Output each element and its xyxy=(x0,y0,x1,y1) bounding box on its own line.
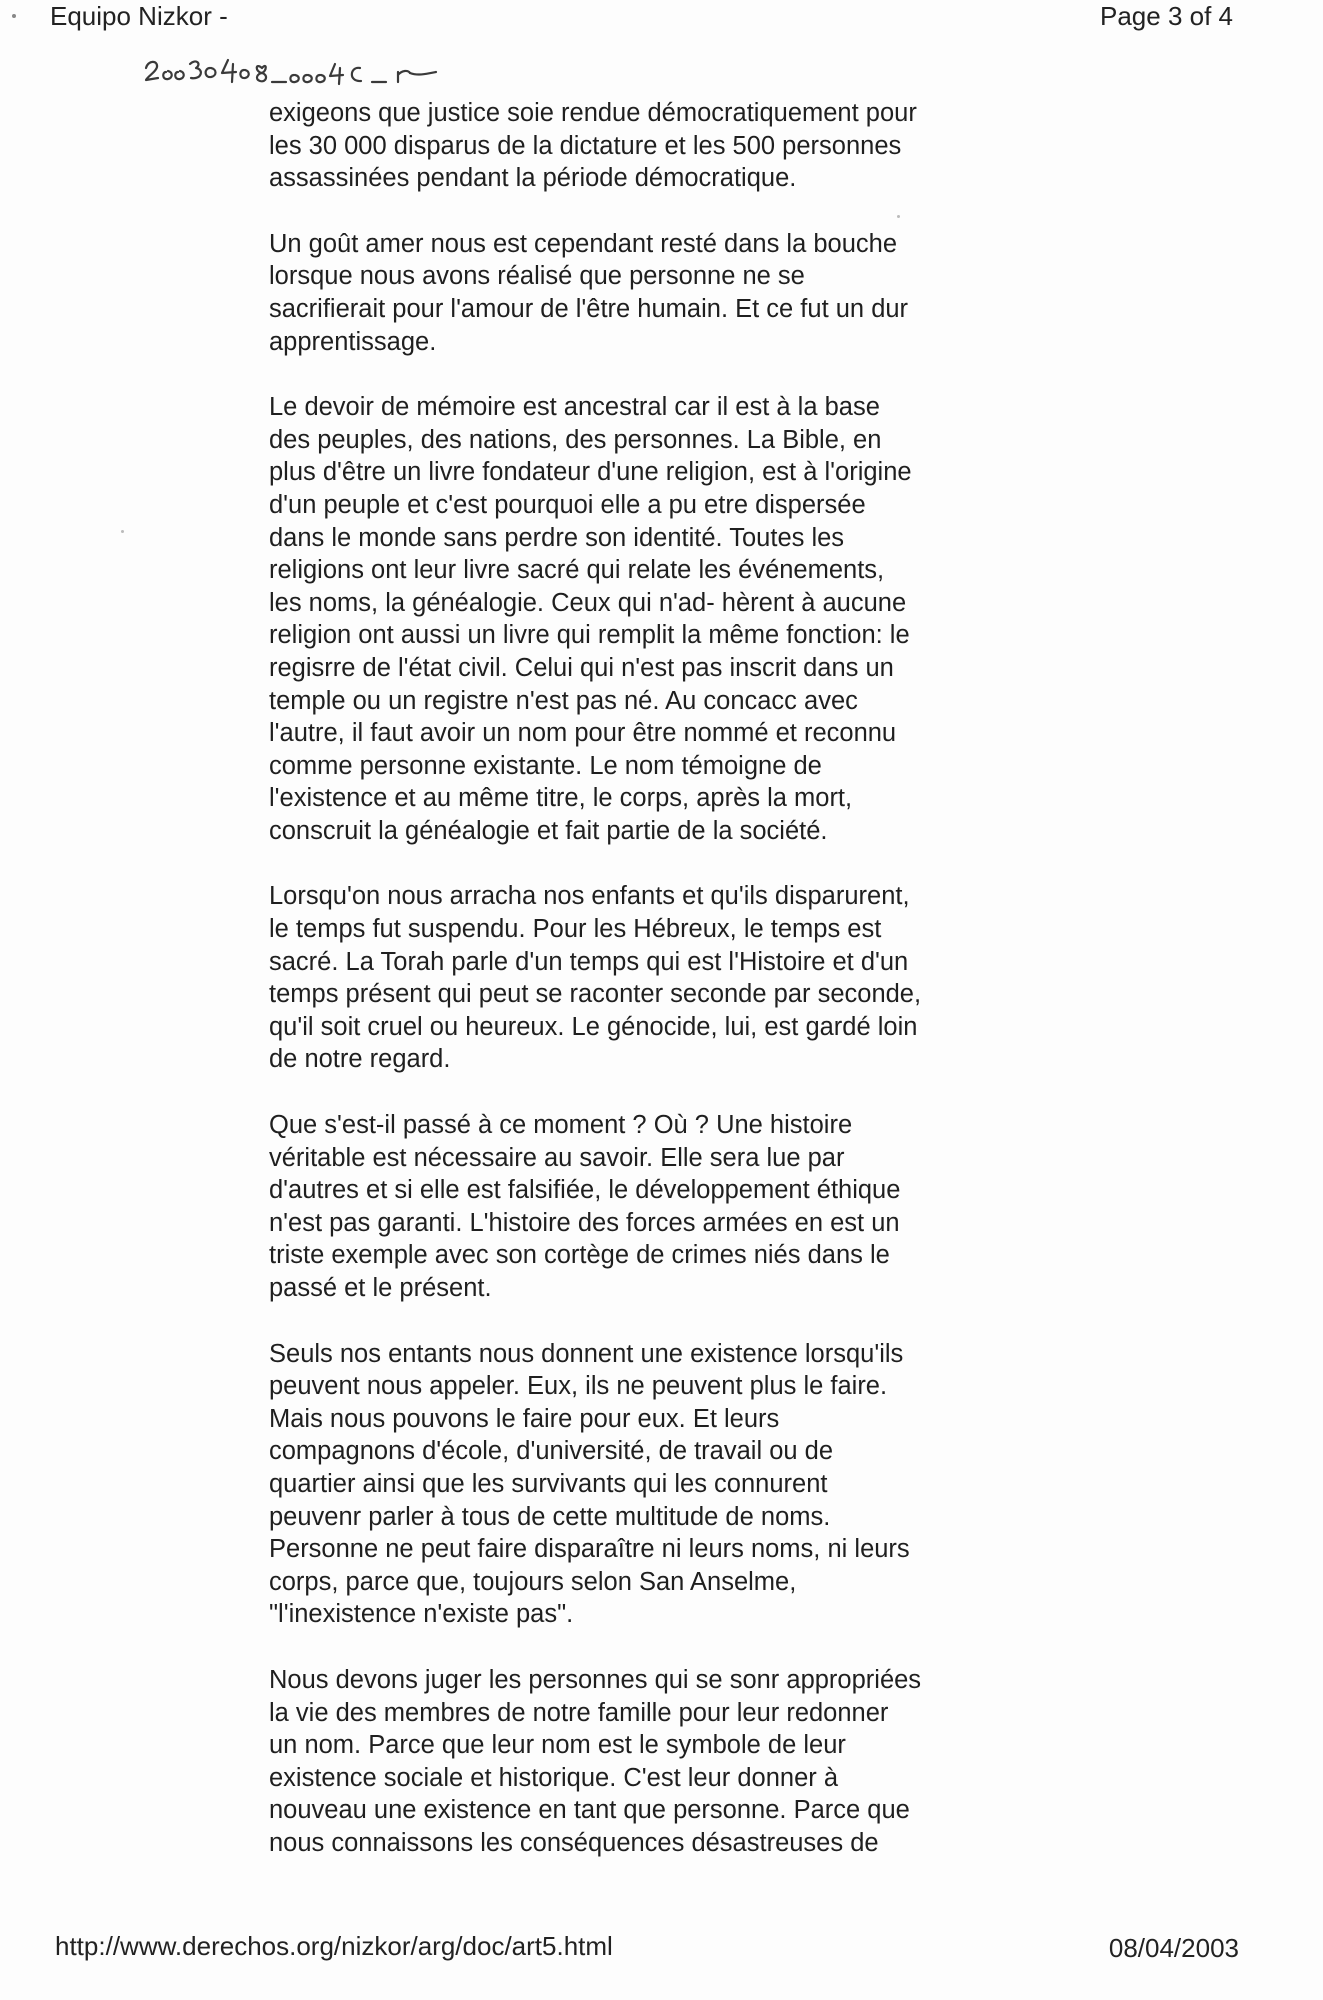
page-indicator: Page 3 of 4 xyxy=(1100,1,1233,31)
handwritten-note xyxy=(140,38,540,88)
paragraph: Lorsqu'on nous arracha nos enfants et qu'ils disparurent, le temps fut suspendu. Pour les Hébreux, le temps est sacré. La Torah parle d'un temps qui est l'Histoire et d'un temps présent qui peut se raconter seconde par seconde, qu'il soit cruel ou heureux. Le génocide, lui, est gardé loin de notre regard. xyxy=(269,882,922,1074)
source-url-link[interactable]: http://www.derechos.org/nizkor/arg/doc/art5.html xyxy=(55,1931,613,1961)
print-date: 08/04/2003 xyxy=(1108,1933,1239,1963)
paragraph: Nous devons juger les personnes qui se sonr appropriées la vie des membres de notre famille pour leur redonner un nom. Parce que leur nom est le symbole de leur existence sociale et historique. C'est leur donner à nouveau une existence en tant que personne. Parce que nous connaissons les conséquences désastreuses de xyxy=(269,1665,922,1857)
article-body xyxy=(269,97,1039,1893)
scan-speck xyxy=(897,215,900,218)
paragraph: exigeons que justice soie rendue démocratiquement pour les 30 000 disparus de la dictature et les 500 personnes assassinées pendant la période démocratique. xyxy=(269,99,917,193)
paragraph: Un goût amer nous est cependant resté dans la bouche lorsque nous avons réalisé que personne ne se sacrifierait pour l'amour de l'être humain. Et ce fut un dur apprentissage. xyxy=(269,229,909,356)
scan-speck xyxy=(121,530,124,533)
scan-speck xyxy=(12,14,16,18)
paragraph: Seuls nos entants nous donnent une existence lorsqu'ils peuvent nous appeler. Eux, ils ne peuvent plus le faire. Mais nous pouvons le faire pour eux. Et leurs compagnons d'école, d'université, de travail ou de quartier ainsi que les survivants qui les connurent peuvenr parler à tous de cette multitude de noms. Personne ne peut faire disparaître ni leurs noms, ni leurs corps, parce que, toujours selon San Anselme, "l'inexistence n'existe pas". xyxy=(269,1339,910,1629)
paragraph: Que s'est-il passé à ce moment ? Où ? Une histoire véritable est nécessaire au savoir. Elle sera lue par d'autres et si elle est falsifiée, le développement éthique n'est pas garanti. L'histoire des forces armées en est un triste exemple avec son cortège de crimes niés dans le passé et le présent. xyxy=(269,1111,901,1302)
paragraph: Le devoir de mémoire est ancestral car il est à la base des peuples, des nations, des personnes. La Bible, en plus d'être un livre fondateur d'une religion, est à l'origine d'un peuple et c'est pourquoi elle a pu etre dispersée dans le monde sans perdre son identité. Toutes les religions ont leur livre sacré qui relate les événements, les noms, la généalogie. Ceux qui n'ad- hèrent à aucune religion ont aussi un livre qui remplit la même fonction: le regisrre de l'état civil. Celui qui n'est pas inscrit dans un temple ou un registre n'est pas né. Au concacc avec l'autre, il faut avoir un nom pour être nommé et reconnu comme personne existante. Le nom témoigne de l'existence et au même titre, le corps, après la mort, conscruit la généalogie et fait partie de la société. xyxy=(269,393,912,845)
site-title: Equipo Nizkor - xyxy=(50,1,228,31)
